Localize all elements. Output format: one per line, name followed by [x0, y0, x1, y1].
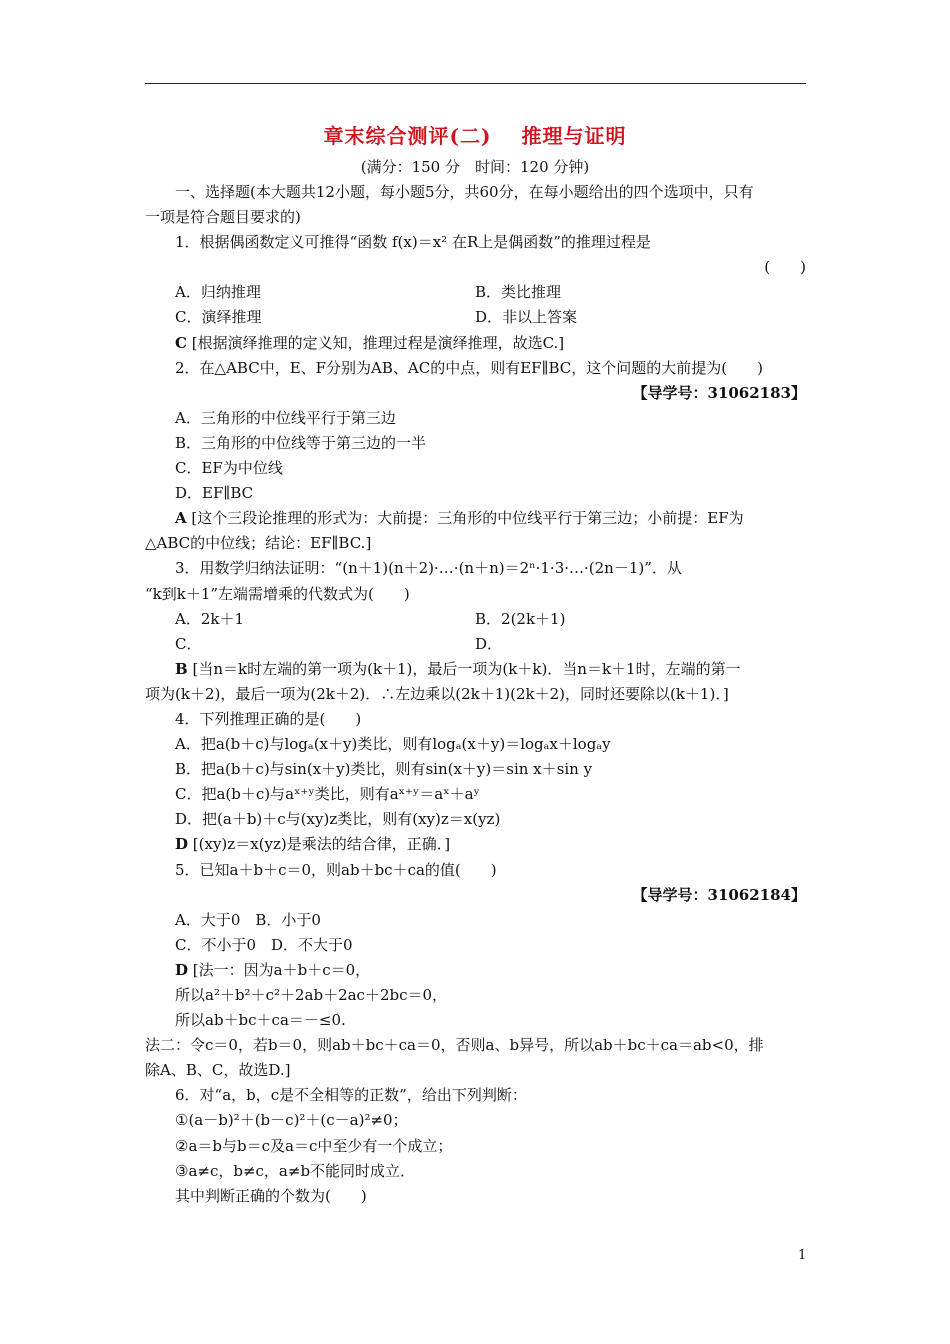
page-number: 1	[798, 1248, 807, 1263]
q2-option-b: B．三角形的中位线等于第三边的一半	[175, 433, 427, 452]
q5-explanation-line-2: 所以a²＋b²＋c²＋2ab＋2ac＋2bc＝0，	[175, 986, 448, 1004]
q5-explanation-line-4: 法二：令c＝0，若b＝0，则ab＋bc＋ca＝0，否则a、b异号，所以ab＋bc＋ca＝ab<0，排	[145, 1036, 764, 1055]
title-part-1: 章末综合测评(二)	[323, 124, 492, 148]
q4-option-c: C．把a(b＋c)与aˣ⁺ʸ类比，则有aˣ⁺ʸ＝aˣ＋aʸ	[175, 785, 480, 804]
q4-option-a: A．把a(b＋c)与logₐ(x＋y)类比，则有logₐ(x＋y)＝logₐx＋logₐy	[175, 735, 611, 754]
q3-stem: 3．用数学归纳法证明：“(n＋1)(n＋2)·…·(n＋n)＝2ⁿ·1·3·…·(2n－1)”．从	[175, 559, 682, 578]
q2-explanation-cont: △ABC的中位线；结论：EF∥BC.]	[145, 534, 372, 553]
header-rule	[145, 83, 806, 84]
q3-explanation-cont: 项为(k＋2)，最后一项为(2k＋2)．∴左边乘以(2k＋1)(2k＋2)，同时还要除以(k＋1)．]	[145, 684, 729, 703]
q5-answer	[145, 958, 806, 983]
section-intro: 一、选择题(本大题共12小题，每小题5分，共60分，在每小题给出的四个选项中，只有	[175, 183, 754, 201]
q3-option-b: B．2(2k＋1)	[475, 609, 566, 628]
q5-explanation-line-5: 除A、B、C，故选D.]	[145, 1061, 291, 1080]
q6-judgment-3: ③a≠c，b≠c，a≠b不能同时成立．	[175, 1161, 416, 1180]
title-part-2: 推理与证明	[521, 124, 627, 148]
q5-guide-number: 【导学号：31062184】	[632, 885, 806, 904]
q4-stem: 4．下列推理正确的是( )	[175, 709, 362, 728]
q5-options-cd: C．不小于0 D．不大于0	[175, 935, 353, 954]
q2-stem: 2．在△ABC中，E、F分别为AB、AC的中点，则有EF∥BC，这个问题的大前提为( )	[175, 358, 763, 377]
q4-option-b: B．把a(b＋c)与sin(x＋y)类比，则有sin(x＋y)＝sin x＋sin y	[175, 760, 593, 779]
q3-stem-cont: “k到k＋1”左端需增乘的代数式为( )	[145, 584, 410, 603]
q3-explanation: [当n＝k时左端的第一项为(k＋1)，最后一项为(k＋k)．当n＝k＋1时，左端的第一	[192, 659, 741, 678]
q2-answer	[145, 506, 806, 531]
q3-answer	[145, 657, 806, 682]
q2-option-d: D．EF∥BC	[175, 484, 254, 503]
q5-answer-letter: D	[175, 960, 189, 979]
q3-options-ab	[145, 607, 806, 632]
q4-option-d: D．把(a＋b)＋c与(xy)z类比，则有(xy)z＝x(yz)	[175, 810, 501, 829]
page-title	[0, 120, 950, 149]
q1-answer	[145, 331, 806, 356]
score-time-subtitle: (满分：150 分 时间：120 分钟)	[360, 158, 590, 176]
q6-ask: 其中判断正确的个数为( )	[175, 1186, 367, 1205]
q1-answer-letter: C	[175, 333, 187, 352]
q5-stem: 5．已知a＋b＋c＝0，则ab＋bc＋ca的值( )	[175, 860, 497, 879]
q2-explanation: [这个三段论推理的形式为：大前提：三角形的中位线平行于第三边；小前提：EF为	[191, 509, 744, 528]
q1-option-c: C．演绎推理	[175, 308, 262, 327]
q6-stem: 6．对“a，b，c是不全相等的正数”，给出下列判断：	[175, 1086, 527, 1105]
q5-explanation-line-3: 所以ab＋bc＋ca＝－≤0.	[175, 1011, 346, 1030]
q6-judgment-1: ①(a－b)²＋(b－c)²＋(c－a)²≠0；	[175, 1111, 408, 1130]
q1-options-cd	[145, 305, 806, 330]
q1-answer-paren: ( )	[764, 258, 806, 277]
q3-option-a: A．2k＋1	[175, 609, 245, 628]
q3-answer-letter: B	[175, 659, 188, 678]
q2-option-a: A．三角形的中位线平行于第三边	[175, 408, 396, 427]
q1-option-d: D．非以上答案	[475, 308, 578, 327]
q1-explanation: [根据演绎推理的定义知，推理过程是演绎推理，故选C.]	[191, 333, 565, 352]
document-body	[145, 180, 806, 1209]
q2-option-c: C．EF为中位线	[175, 459, 283, 478]
q6-judgment-2: ②a＝b与b＝c及a＝c中至少有一个成立；	[175, 1136, 453, 1155]
q2-guide-number: 【导学号：31062183】	[632, 383, 806, 402]
q1-option-a: A．归纳推理	[175, 283, 261, 302]
q4-explanation: [(xy)z＝x(yz)是乘法的结合律，正确．]	[192, 835, 451, 854]
q5-explanation: [法一：因为a＋b＋c＝0，	[192, 960, 371, 979]
q5-options-ab: A．大于0 B．小于0	[175, 910, 321, 929]
q3-option-d: D．	[475, 634, 503, 653]
q3-option-c: C．	[175, 634, 202, 653]
section-intro-cont: 一项是符合题目要求的)	[145, 208, 301, 227]
q1-options-ab	[145, 280, 806, 305]
q3-options-cd	[145, 632, 806, 657]
q1-option-b: B．类比推理	[475, 283, 562, 302]
q4-answer	[145, 832, 806, 857]
q1-stem: 1．根据偶函数定义可推得“函数 f(x)＝x² 在R上是偶函数”的推理过程是	[175, 233, 651, 252]
q2-answer-letter: A	[175, 509, 187, 528]
q4-answer-letter: D	[175, 835, 189, 854]
